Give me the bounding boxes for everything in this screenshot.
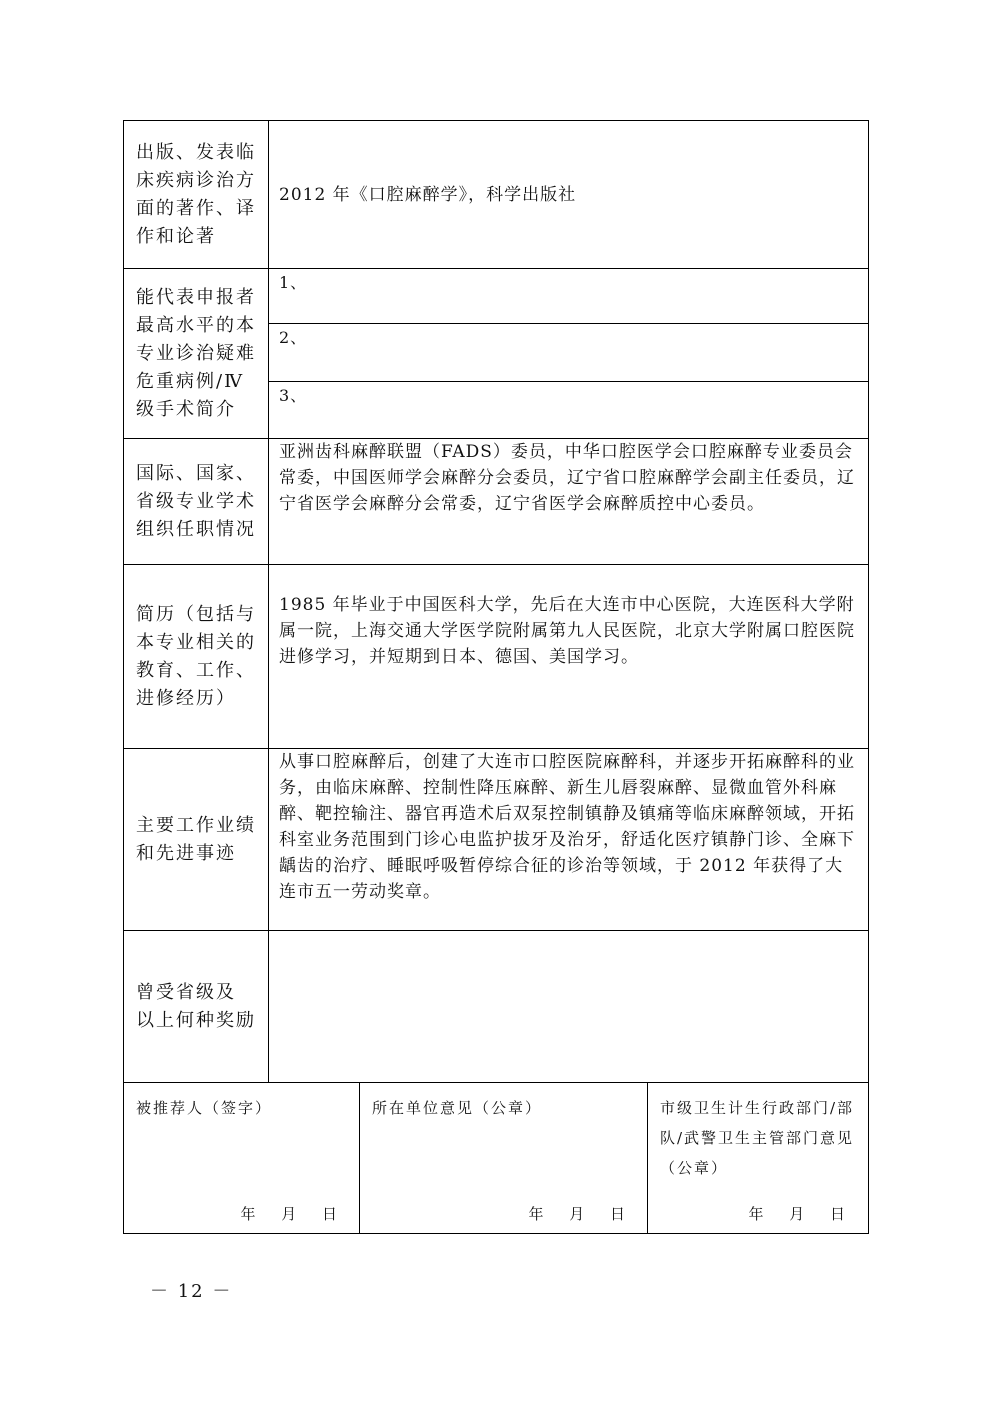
- signature-row: [123, 1082, 869, 1234]
- unit-date: 年 月 日: [528, 1205, 627, 1223]
- nominee-signature-cell[interactable]: [124, 1083, 359, 1233]
- positions-row: [123, 438, 869, 564]
- cases-label: 能代表申报者 最高水平的本 专业诊治疑难 危重病例/Ⅳ 级手术简介: [124, 269, 269, 438]
- nominee-signature-label: 被推荐人（签字）: [136, 1099, 273, 1117]
- dept-date: 年 月 日: [748, 1205, 847, 1223]
- dept-opinion-label-2: 队/武警卫生主管部门意见: [660, 1129, 855, 1147]
- resume-text: 1985 年毕业于中国医科大学，先后在大连市中心医院，大连医科大学附属一院，上海交通大学医学院附属第九人民医院，北京大学附属口腔医院进修学习，并短期到日本、德国、美国学习。: [279, 595, 855, 667]
- dept-opinion-label-1: 市级卫生计生行政部门/部: [660, 1099, 855, 1117]
- unit-opinion-cell[interactable]: [359, 1083, 647, 1233]
- positions-label: 国际、国家、 省级专业学术 组织任职情况: [124, 439, 269, 564]
- nominee-date: 年 月 日: [240, 1205, 339, 1223]
- achievements-text: 从事口腔麻醉后，创建了大连市口腔医院麻醉科，并逐步开拓麻醉科的业务，由临床麻醉、控制性降压麻醉、新生儿唇裂麻醉、显微血管外科麻醉、靶控输注、器官再造术后双泵控制镇静及镇痛等临床麻醉领域，开拓科室业务范围到门诊心电监护拔牙及治牙，舒适化医疗镇静门诊、全麻下龋齿的治疗、睡眠呼吸暂停综合征的诊治等领域，于 2012 年获得了大连市五一劳动奖章。: [279, 752, 855, 902]
- publications-label: 出版、发表临 床疾病诊治方 面的著作、译 作和论著: [124, 121, 269, 268]
- achievements-content: [269, 749, 868, 930]
- cases-content: [269, 269, 868, 438]
- dept-opinion-cell[interactable]: [647, 1083, 867, 1233]
- cases-row: [123, 268, 869, 438]
- achievements-row: [123, 748, 869, 930]
- positions-text: 亚洲齿科麻醉联盟（FADS）委员，中华口腔医学会口腔麻醉专业委员会常委，中国医师学会麻醉分会委员，辽宁省口腔麻醉学会副主任委员，辽宁省医学会麻醉分会常委，辽宁省医学会麻醉质控中心委员。: [279, 442, 855, 514]
- publications-text: 2012 年《口腔麻醉学》，科学出版社: [279, 184, 577, 205]
- case-item-3: 3、: [269, 381, 868, 439]
- awards-label: 曾受省级及 以上何种奖励: [124, 931, 269, 1082]
- case-item-1: 1、: [279, 273, 308, 292]
- awards-row: [123, 930, 869, 1082]
- case-item-2: 2、: [269, 323, 868, 381]
- dept-opinion-label-3: （公章）: [660, 1159, 729, 1177]
- awards-content[interactable]: [269, 931, 868, 1082]
- resume-label: 简历（包括与 本专业相关的 教育、工作、 进修经历）: [124, 565, 269, 748]
- publications-row: [123, 120, 869, 268]
- positions-content: [269, 439, 868, 564]
- page-number: － 12 －: [150, 1281, 233, 1302]
- resume-content: [269, 565, 868, 748]
- resume-row: [123, 564, 869, 748]
- unit-opinion-label: 所在单位意见（公章）: [372, 1099, 543, 1117]
- achievements-label: 主要工作业绩 和先进事迹: [124, 749, 269, 930]
- publications-content: [269, 121, 868, 268]
